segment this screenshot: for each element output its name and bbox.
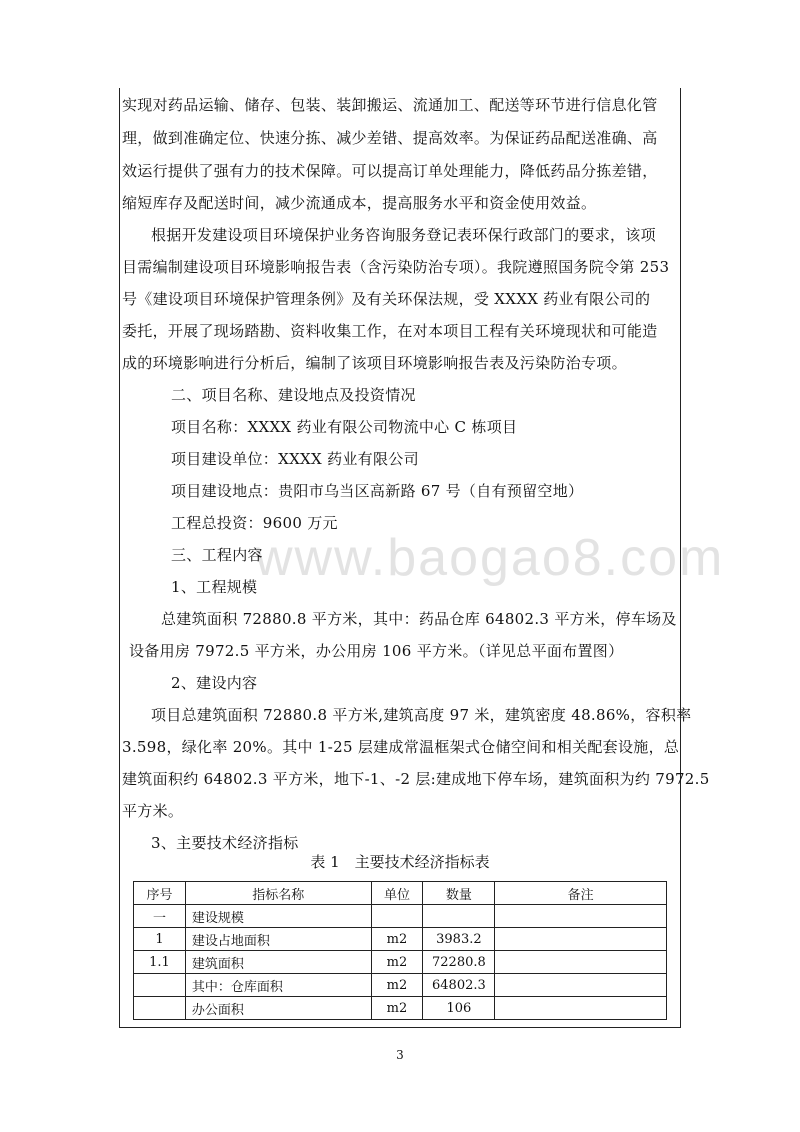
table-cell bbox=[495, 928, 667, 951]
header-cell: 序号 bbox=[134, 882, 186, 905]
header-cell: 指标名称 bbox=[185, 882, 371, 905]
header-cell: 数量 bbox=[423, 882, 495, 905]
table-cell bbox=[134, 974, 186, 997]
body-line: 成的环境影响进行分析后，编制了该项目环境影响报告表及污染防治专项。 bbox=[122, 354, 627, 372]
table-cell: m2 bbox=[371, 951, 423, 974]
indicator-table bbox=[133, 881, 667, 1020]
table-cell: 一 bbox=[134, 905, 186, 928]
section-heading: 三、工程内容 bbox=[171, 546, 263, 564]
table-cell bbox=[495, 974, 667, 997]
body-line: 项目总建筑面积 72880.8 平方米,建筑高度 97 米，建筑密度 48.86%，容积率 bbox=[151, 706, 692, 724]
table-cell bbox=[495, 951, 667, 974]
table-cell bbox=[495, 905, 667, 928]
table-row bbox=[134, 928, 667, 951]
table-cell bbox=[371, 905, 423, 928]
body-line: 号《建设项目环境保护管理条例》及有关环保法规，受 XXXX 药业有限公司的 bbox=[122, 290, 651, 308]
table-cell bbox=[495, 997, 667, 1020]
body-line: 总建筑面积 72880.8 平方米，其中：药品仓库 64802.3 平方米，停车场及 bbox=[161, 610, 677, 628]
table-cell bbox=[423, 905, 495, 928]
body-line: 设备用房 7972.5 平方米，办公用房 106 平方米。（详见总平面布置图） bbox=[129, 642, 624, 660]
body-line: 实现对药品运输、储存、包装、装卸搬运、流通加工、配送等环节进行信息化管 bbox=[122, 96, 658, 114]
watermark: www.baogao8.com bbox=[255, 529, 725, 587]
table-cell: 1.1 bbox=[134, 951, 186, 974]
body-line: 委托，开展了现场踏勘、资料收集工作，在对本项目工程有关环境现状和可能造 bbox=[122, 322, 658, 340]
project-unit: 项目建设单位：XXXX 药业有限公司 bbox=[171, 450, 419, 468]
table-cell: 其中：仓库面积 bbox=[185, 974, 371, 997]
subsection-heading: 1、工程规模 bbox=[171, 578, 258, 596]
header-cell: 备注 bbox=[495, 882, 667, 905]
table-cell: 建筑面积 bbox=[185, 951, 371, 974]
table-cell: m2 bbox=[371, 997, 423, 1020]
table-cell: 1 bbox=[134, 928, 186, 951]
header-cell: 单位 bbox=[371, 882, 423, 905]
body-line: 建筑面积约 64802.3 平方米，地下-1、-2 层:建成地下停车场，建筑面积为约 7972.5 bbox=[122, 770, 710, 788]
body-line: 目需编制建设项目环境影响报告表（含污染防治专项）。我院遵照国务院令第 253 bbox=[122, 258, 670, 276]
table-cell: m2 bbox=[371, 928, 423, 951]
project-investment: 工程总投资：9600 万元 bbox=[171, 514, 338, 532]
body-line: 根据开发建设项目环境保护业务咨询服务登记表环保行政部门的要求，该项 bbox=[151, 226, 656, 244]
section-heading: 二、项目名称、建设地点及投资情况 bbox=[171, 386, 416, 404]
body-line: 效运行提供了强有力的技术保障。可以提高订单处理能力，降低药品分拣差错， bbox=[122, 162, 658, 180]
body-line: 平方米。 bbox=[122, 802, 184, 820]
table-cell: 办公面积 bbox=[185, 997, 371, 1020]
table-row bbox=[134, 997, 667, 1020]
project-location: 项目建设地点：贵阳市乌当区高新路 67 号（自有预留空地） bbox=[171, 482, 584, 500]
table-cell: 建设规模 bbox=[185, 905, 371, 928]
page-number: 3 bbox=[396, 1048, 404, 1062]
subsection-heading: 2、建设内容 bbox=[171, 674, 258, 692]
table-cell: 3983.2 bbox=[423, 928, 495, 951]
body-line: 理，做到准确定位、快速分拣、减少差错、提高效率。为保证药品配送准确、高 bbox=[122, 129, 658, 147]
table-cell: 建设占地面积 bbox=[185, 928, 371, 951]
table-row bbox=[134, 951, 667, 974]
table-cell bbox=[134, 997, 186, 1020]
table-caption: 表 1 主要技术经济指标表 bbox=[310, 853, 490, 871]
body-line: 缩短库存及配送时间，减少流通成本，提高服务水平和资金使用效益。 bbox=[122, 194, 597, 212]
table-header-row bbox=[134, 882, 667, 905]
table-cell: 64802.3 bbox=[423, 974, 495, 997]
table-cell: 72280.8 bbox=[423, 951, 495, 974]
table-row bbox=[134, 974, 667, 997]
table-cell: 106 bbox=[423, 997, 495, 1020]
subsection-heading: 3、主要技术经济指标 bbox=[151, 834, 299, 852]
table-row bbox=[134, 905, 667, 928]
body-line: 3.598，绿化率 20%。其中 1-25 层建成常温框架式仓储空间和相关配套设施，总 bbox=[122, 738, 680, 756]
table-cell: m2 bbox=[371, 974, 423, 997]
project-name: 项目名称：XXXX 药业有限公司物流中心 C 栋项目 bbox=[171, 418, 518, 436]
